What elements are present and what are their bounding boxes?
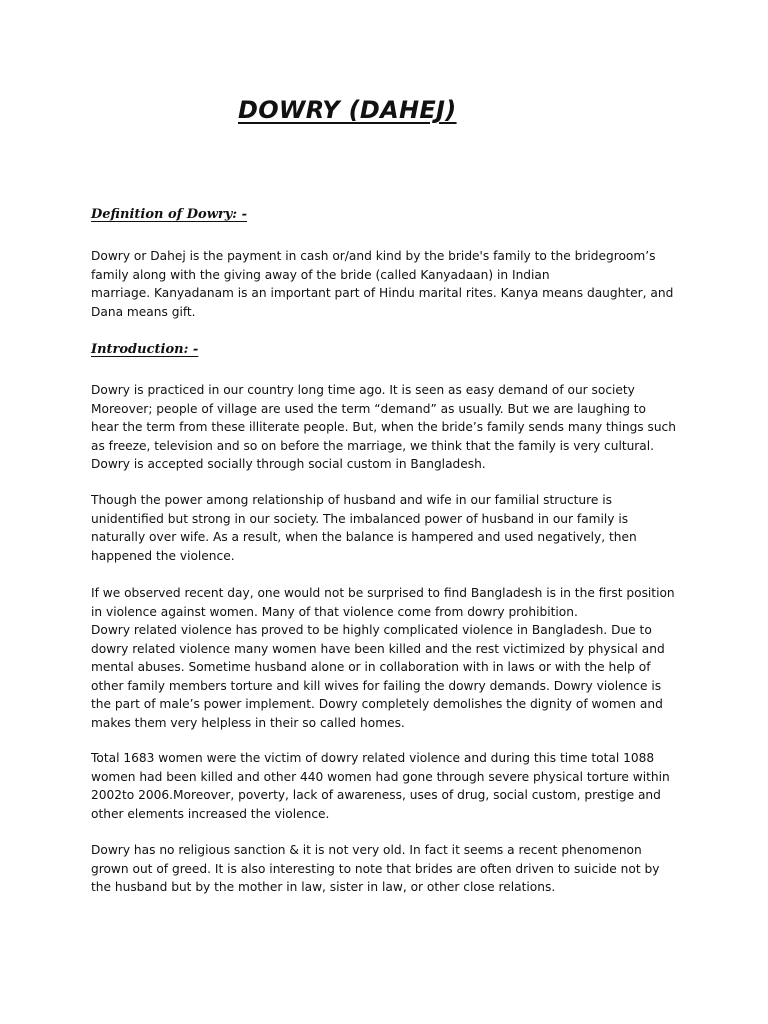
paragraph-line: mental abuses. Sometime husband alone or in collaboration with in laws or with the help of — [91, 660, 651, 674]
paragraph-line: Total 1683 women were the victim of dowry related violence and during this time total 1088 — [91, 751, 655, 765]
definition-paragraph — [91, 247, 673, 321]
intro-paragraph-3 — [91, 584, 675, 732]
paragraph-line: If we observed recent day, one would not be surprised to find Bangladesh is in the first position — [91, 586, 675, 600]
paragraph-line: Dana means gift. — [91, 304, 196, 319]
paragraph-line: Dowry is practiced in our country long time ago. It is seen as easy demand of our society — [91, 383, 635, 397]
intro-paragraph-2 — [91, 491, 637, 565]
paragraph-line: Moreover; people of village are used the term “demand” as usually. But we are laughing to — [91, 401, 647, 416]
paragraph-line: hear the term from these illiterate people. But, when the bride’s family sends many things such — [91, 420, 676, 434]
paragraph-line: other family members torture and kill wives for failing the dowry demands. Dowry violence is — [91, 678, 662, 693]
document-title: DOWRY (DAHEJ) — [238, 96, 457, 124]
paragraph-line: unidentified but strong in our society. The imbalanced power of husband in our family is — [91, 511, 629, 526]
paragraph-line: women had been killed and other 440 women had gone through severe physical torture within — [91, 769, 670, 784]
paragraph-line: family along with the giving away of the bride (called Kanyadaan) in Indian — [91, 267, 550, 282]
intro-paragraph-1 — [91, 381, 677, 474]
paragraph-line: Dowry or Dahej is the payment in cash or/and kind by the bride's family to the bridegroom’s — [91, 249, 656, 263]
paragraph-line: naturally over wife. As a result, when the balance is hampered and used negatively, then — [91, 530, 637, 544]
paragraph-line: 2002to 2006.Moreover, poverty, lack of awareness, uses of drug, social custom, prestige and — [91, 788, 661, 802]
paragraph-line: Dowry is accepted socially through social custom in Bangladesh. — [91, 457, 486, 471]
intro-paragraph-4 — [91, 749, 670, 823]
paragraph-line: in violence against women. Many of that violence come from dowry prohibition. — [91, 604, 578, 619]
paragraph-line: dowry related violence many women have been killed and the rest victimized by physical and — [91, 641, 665, 656]
paragraph-line: marriage. Kanyadanam is an important part of Hindu marital rites. Kanya means daughter, and — [91, 286, 674, 300]
paragraph-line: the part of male’s power implement. Dowry completely demolishes the dignity of women and — [91, 697, 663, 711]
paragraph-line: the husband but by the mother in law, sister in law, or other close relations. — [91, 880, 556, 894]
paragraph-line: other elements increased the violence. — [91, 806, 330, 821]
paragraph-line: Dowry has no religious sanction & it is not very old. In fact it seems a recent phenomenon — [91, 843, 642, 857]
intro-paragraph-5 — [91, 841, 659, 897]
paragraph-line: makes them very helpless in their so called homes. — [91, 715, 405, 730]
paragraph-line: Though the power among relationship of husband and wife in our familial structure is — [91, 493, 613, 507]
paragraph-line: Dowry related violence has proved to be highly complicated violence in Bangladesh. Due to — [91, 623, 652, 637]
definition-heading: Definition of Dowry: - — [91, 207, 248, 222]
paragraph-line: as freeze, television and so on before the marriage, we think that the family is very cultural. — [91, 438, 655, 453]
paragraph-line: happened the violence. — [91, 548, 235, 563]
paragraph-line: grown out of greed. It is also interesting to note that brides are often driven to suicide not by — [91, 861, 660, 876]
introduction-heading: Introduction: - — [91, 342, 199, 357]
